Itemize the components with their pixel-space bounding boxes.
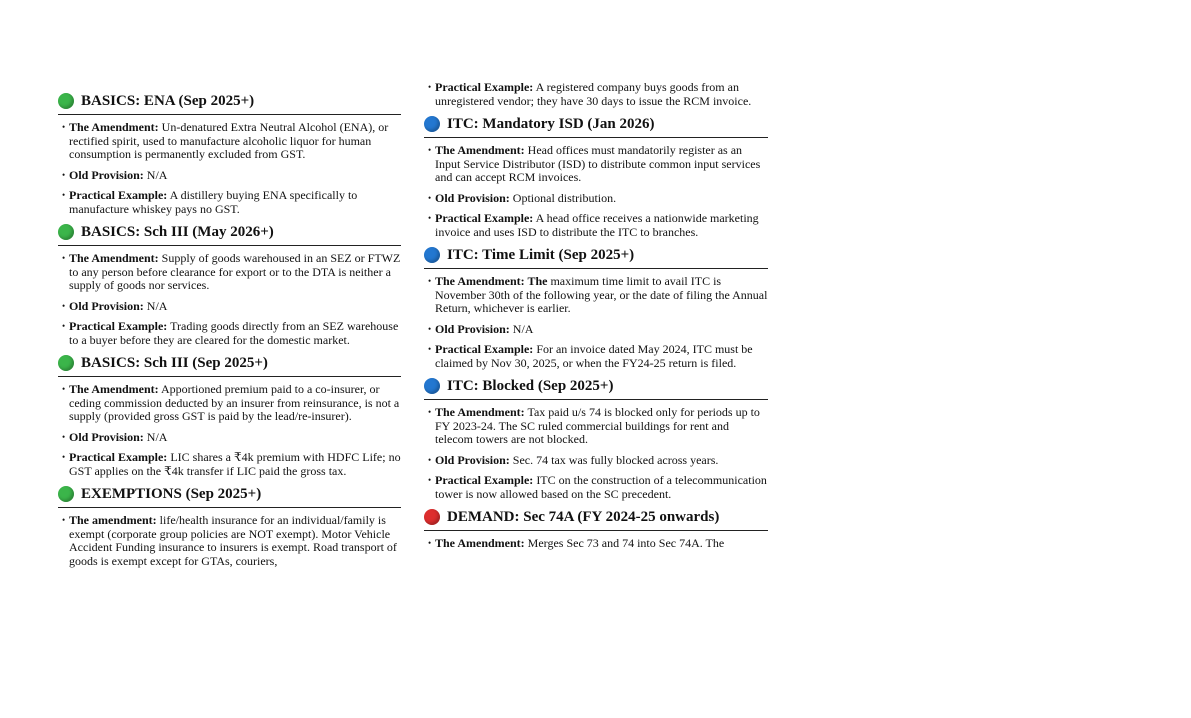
- section-heading: [58, 223, 401, 246]
- section-title: BASICS: Sch III (Sep 2025+): [81, 355, 268, 371]
- section-heading: [58, 92, 401, 115]
- bullet-item: [424, 144, 768, 185]
- bullet-list: [424, 275, 768, 370]
- item-label: The Amendment:: [435, 536, 525, 550]
- bullet-list: [58, 252, 401, 347]
- item-label: Practical Example:: [69, 319, 168, 333]
- item-text: ITC on the construction of a telecommunication tower is now allowed based on the SC precedent.: [435, 473, 767, 501]
- item-label: Old Provision:: [435, 452, 510, 467]
- bullet-item: [424, 454, 768, 468]
- bullet-item: [58, 252, 401, 293]
- item-label: Practical Example:: [435, 342, 534, 356]
- section: [58, 485, 401, 568]
- circle-icon: [58, 224, 74, 240]
- circle-icon: [424, 509, 440, 525]
- bullet-item: [58, 121, 401, 162]
- bullet-list: [424, 144, 768, 239]
- item-label: The amendment:: [69, 513, 157, 527]
- item-text: Sec. 74 tax was fully blocked across years.: [509, 452, 719, 467]
- section: [424, 246, 768, 370]
- bullet-item: [424, 474, 768, 501]
- section-heading: [424, 246, 768, 269]
- item-text: A head office receives a nationwide marketing invoice and uses ISD to distribute the ITC to branches.: [435, 211, 759, 239]
- item-label: Practical Example:: [69, 188, 168, 202]
- section-heading: [424, 115, 768, 138]
- item-text: LIC shares a ₹4k premium with HDFC Life; no GST applies on the ₹4k transfer if LIC paid the gross tax.: [69, 450, 401, 478]
- item-label: The Amendment:: [69, 382, 159, 396]
- left-column: [58, 0, 401, 718]
- item-label: The Amendment:: [69, 120, 159, 134]
- bullet-item: [424, 275, 768, 316]
- circle-icon: [424, 116, 440, 132]
- bullet-list: [58, 514, 401, 568]
- section-title: ITC: Blocked (Sep 2025+): [447, 378, 614, 394]
- item-text: Tax paid u/s 74 is blocked only for periods up to FY 2023-24. The SC ruled commercial buildings for rent and telecom towers are not blocked.: [435, 405, 760, 446]
- item-text: Supply of goods warehoused in an SEZ or FTWZ to any person before clearance for export or to the DTA is neither a supply of goods nor services.: [69, 251, 401, 292]
- bullet-list: [424, 81, 768, 108]
- section-heading: [58, 354, 401, 377]
- item-text: Apportioned premium paid to a co-insurer, or ceding commission deducted by an insurer from reinsurance, is not a supply (provided gross GST is paid by the lead/re-insurer).: [69, 382, 400, 423]
- bullet-item: [58, 431, 401, 445]
- section-heading: [58, 485, 401, 508]
- bullet-item: [58, 383, 401, 424]
- section-title: ITC: Mandatory ISD (Jan 2026): [447, 116, 655, 132]
- bullet-item: [424, 81, 768, 108]
- circle-icon: [58, 355, 74, 371]
- item-label: Old Provision:: [69, 429, 144, 444]
- item-text: Head offices must mandatorily register as an Input Service Distributor (ISD) to distribute common input services and can accept RCM invoices.: [435, 143, 761, 184]
- section: [58, 223, 401, 347]
- bullet-item: [58, 189, 401, 216]
- bullet-item: [424, 192, 768, 206]
- item-label: The Amendment: The: [435, 274, 548, 288]
- section-heading: [424, 508, 768, 531]
- right-sections: [424, 115, 768, 551]
- bullet-list: [424, 537, 768, 551]
- bullet-list: [424, 406, 768, 501]
- section-heading: [424, 377, 768, 400]
- bullet-item: [424, 406, 768, 447]
- item-label: The Amendment:: [69, 251, 159, 265]
- bullet-item: [424, 212, 768, 239]
- item-text: Un-denatured Extra Neutral Alcohol (ENA), or rectified spirit, used to manufacture alcoholic liquor for human consumption is permanently excluded from GST.: [69, 120, 389, 161]
- item-text: A registered company buys goods from an unregistered vendor; they have 30 days to issue the RCM invoice.: [435, 80, 752, 108]
- section: [58, 354, 401, 478]
- section-title: DEMAND: Sec 74A (FY 2024-25 onwards): [447, 509, 720, 525]
- bullet-item: [58, 169, 401, 183]
- item-text: Optional distribution.: [509, 190, 617, 205]
- bullet-item: [58, 514, 401, 568]
- item-text: Trading goods directly from an SEZ warehouse to a buyer before they are cleared for the domestic market.: [69, 319, 399, 347]
- item-label: Practical Example:: [69, 450, 168, 464]
- bullet-list: [58, 383, 401, 478]
- bullet-item: [58, 300, 401, 314]
- item-text: N/A: [143, 298, 168, 313]
- section: [424, 115, 768, 239]
- circle-icon: [58, 486, 74, 502]
- item-label: Old Provision:: [69, 167, 144, 182]
- bullet-item: [424, 537, 768, 551]
- item-text: A distillery buying ENA specifically to manufacture whiskey pays no GST.: [69, 188, 358, 216]
- item-label: Practical Example:: [435, 80, 534, 94]
- circle-icon: [424, 378, 440, 394]
- item-text: N/A: [509, 321, 534, 336]
- bullet-item: [424, 323, 768, 337]
- circle-icon: [58, 93, 74, 109]
- item-label: Old Provision:: [435, 321, 510, 336]
- circle-icon: [424, 247, 440, 263]
- item-label: Old Provision:: [435, 190, 510, 205]
- section-title: BASICS: Sch III (May 2026+): [81, 224, 274, 240]
- item-text: For an invoice dated May 2024, ITC must be claimed by Nov 30, 2025, or when the FY24-25 return is filed.: [435, 342, 753, 370]
- section-title: BASICS: ENA (Sep 2025+): [81, 93, 255, 109]
- bullet-item: [58, 320, 401, 347]
- item-text: Merges Sec 73 and 74 into Sec 74A. The: [524, 536, 725, 550]
- item-text: N/A: [143, 429, 168, 444]
- item-text: maximum time limit to avail ITC is November 30th of the following year, or the date of filing the Annual Return, whichever is earlier.: [435, 274, 768, 315]
- item-text: N/A: [143, 167, 168, 182]
- item-label: The Amendment:: [435, 143, 525, 157]
- section: [424, 377, 768, 501]
- section: [424, 508, 768, 551]
- section: [58, 92, 401, 216]
- bullet-item: [424, 343, 768, 370]
- section-title: EXEMPTIONS (Sep 2025+): [81, 486, 262, 502]
- item-label: Practical Example:: [435, 473, 534, 487]
- item-label: Old Provision:: [69, 298, 144, 313]
- section-title: ITC: Time Limit (Sep 2025+): [447, 247, 635, 263]
- item-label: Practical Example:: [435, 211, 534, 225]
- right-column: [424, 0, 768, 707]
- item-label: The Amendment:: [435, 405, 525, 419]
- bullet-list: [58, 121, 401, 216]
- bullet-item: [58, 451, 401, 478]
- item-text: life/health insurance for an individual/family is exempt (corporate group policies are NOT exempt). Motor Vehicle Accident Funding insurance to insurers is exempt. Road transport of goods is exempt except for GTAs, couriers,: [69, 513, 397, 568]
